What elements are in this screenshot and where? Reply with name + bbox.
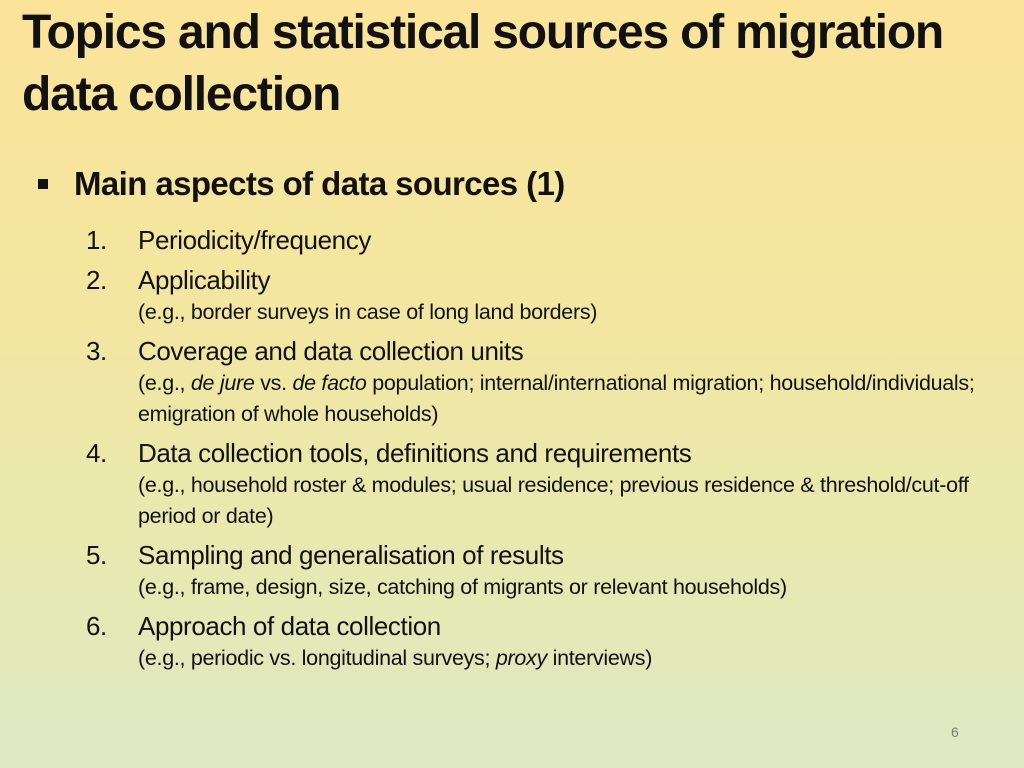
page-number: 6: [951, 724, 959, 740]
list-item: [86, 223, 996, 257]
item-detail: (e.g., frame, design, size, catching of migrants or relevant households): [138, 575, 787, 599]
main-bullet: [38, 160, 565, 208]
item-detail: (e.g., border surveys in case of long land borders): [138, 300, 598, 324]
item-number: 2.: [86, 265, 107, 295]
detail-italic: de jure: [190, 371, 255, 395]
item-number: 6.: [86, 611, 107, 641]
square-bullet-icon: [38, 179, 48, 189]
detail-italic: de facto: [292, 371, 367, 395]
item-label: Applicability: [138, 265, 271, 295]
item-detail: [138, 643, 996, 674]
list-item: [86, 263, 996, 328]
item-label: Data collection tools, definitions and requirements: [138, 438, 692, 468]
detail-text: interviews): [546, 646, 653, 670]
main-bullet-text: Main aspects of data sources (1): [74, 165, 565, 202]
item-label: Coverage and data collection units: [138, 336, 524, 366]
detail-text: (e.g.,: [138, 371, 191, 395]
numbered-list: [86, 223, 996, 680]
list-item: [86, 538, 996, 603]
item-detail: [138, 368, 996, 430]
item-number: 1.: [86, 225, 107, 255]
item-number: 5.: [86, 540, 107, 570]
item-label: Approach of data collection: [138, 611, 441, 641]
list-item: [86, 436, 996, 532]
item-number: 4.: [86, 438, 107, 468]
detail-text: (e.g., periodic vs. longitudinal surveys;: [138, 646, 496, 670]
list-item: [86, 334, 996, 430]
detail-text: population; internal/international migration; household/individuals; emigration of whole households): [138, 371, 975, 426]
item-number: 3.: [86, 336, 107, 366]
list-item: [86, 609, 996, 674]
item-label: Periodicity/frequency: [138, 225, 371, 255]
detail-text: vs.: [254, 371, 293, 395]
item-label: Sampling and generalisation of results: [138, 540, 564, 570]
item-detail: (e.g., household roster & modules; usual residence; previous residence & threshold/cut-off period or date): [138, 473, 969, 528]
slide-title: Topics and statistical sources of migration data collection: [22, 6, 944, 121]
detail-italic: proxy: [495, 646, 547, 670]
